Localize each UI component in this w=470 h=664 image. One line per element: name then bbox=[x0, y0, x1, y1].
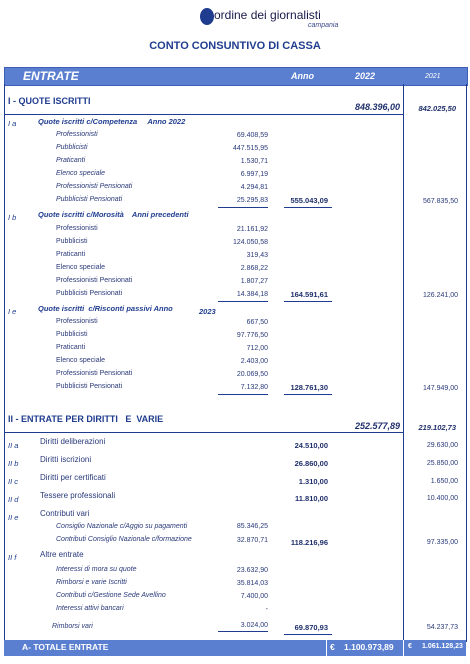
ie-row-value: 20.069,50 bbox=[236, 371, 268, 378]
ie-row-value: 97.776,50 bbox=[236, 332, 268, 339]
logo-icon bbox=[200, 8, 214, 25]
ib-row-label: Praticanti bbox=[56, 251, 86, 258]
logo-subtitle: campania bbox=[308, 22, 339, 29]
ie-underline bbox=[218, 394, 268, 395]
iif-row-label: Rimborsi vari bbox=[52, 623, 93, 630]
code-ie: I e bbox=[8, 307, 17, 316]
iif-row-value: 7.400,00 bbox=[240, 593, 268, 600]
ib-row-value: 319,43 bbox=[246, 252, 268, 259]
code-iib: II b bbox=[8, 459, 19, 468]
ie-row-label: Professionisti Pensionati bbox=[56, 370, 133, 377]
footer-total-2021: 1.061.128,23 bbox=[422, 643, 463, 650]
iif-row-value: 23.632,90 bbox=[236, 567, 268, 574]
code-ib: I b bbox=[8, 213, 17, 222]
section-2-total: 252.577,89 bbox=[354, 421, 400, 431]
iid-2021: 10.400,00 bbox=[426, 495, 458, 502]
ib-row-value: 1.807,27 bbox=[240, 278, 268, 285]
ie-subtotal-underline bbox=[284, 394, 332, 395]
section-2-title: II - ENTRATE PER DIRITTI E VARIE bbox=[8, 414, 164, 424]
page-title: CONTO CONSUNTIVO DI CASSA bbox=[149, 40, 321, 52]
code-iia: II a bbox=[8, 441, 19, 450]
iia-value: 24.510,00 bbox=[294, 441, 328, 450]
iif-label: Altre entrate bbox=[40, 550, 84, 559]
ib-row-value: 2.868,22 bbox=[240, 265, 268, 272]
ie-subtotal: 128.761,30 bbox=[290, 383, 328, 392]
section-1-total: 848.396,00 bbox=[354, 102, 400, 112]
section-1-rule bbox=[4, 114, 403, 115]
ia-row-value: 69.408,59 bbox=[236, 132, 268, 139]
ie-2021: 147.949,00 bbox=[422, 385, 458, 392]
iif-row-label: Rimborsi e varie Iscritti bbox=[56, 579, 127, 586]
ie-row-value: 7.132,80 bbox=[240, 384, 268, 391]
ie-year: 2023 bbox=[199, 307, 216, 316]
header-year-2021: 2021 bbox=[425, 73, 441, 80]
ie-row-value: 2.403,00 bbox=[240, 358, 268, 365]
section-1-title: I - QUOTE ISCRITTI bbox=[8, 96, 91, 106]
footer-separator bbox=[326, 640, 327, 656]
section-2-rule bbox=[4, 432, 403, 433]
iie-row-value: 32.870,71 bbox=[236, 537, 268, 544]
section-1-total-2021: 842.025,50 bbox=[418, 104, 456, 113]
ib-subtotal: 164.591,61 bbox=[290, 290, 328, 299]
iie-row-label: Consiglio Nazionale c/Aggio su pagamenti bbox=[56, 523, 188, 530]
iib-value: 26.860,00 bbox=[294, 459, 328, 468]
footer-separator bbox=[403, 640, 404, 656]
ib-row-label: Elenco speciale bbox=[56, 264, 106, 271]
ia-underline bbox=[218, 207, 268, 208]
ia-row-label: Professionisti bbox=[56, 131, 98, 138]
header-anno: Anno bbox=[291, 71, 314, 81]
footer-total-bar bbox=[4, 640, 466, 656]
footer-total: 1.100.973,89 bbox=[344, 642, 394, 652]
ie-row-label: Elenco speciale bbox=[56, 357, 106, 364]
code-iic: II c bbox=[8, 477, 19, 486]
footer-label: A- TOTALE ENTRATE bbox=[22, 642, 109, 652]
iie-row-label: Contributi Consiglio Nazionale c/formazione bbox=[56, 536, 192, 543]
ib-2021: 126.241,00 bbox=[422, 292, 458, 299]
iif-row-label: Interessi attivi bancari bbox=[56, 605, 124, 612]
ie-row-label: Praticanti bbox=[56, 344, 86, 351]
ib-row-value: 14.384,18 bbox=[236, 291, 268, 298]
header-entrate: ENTRATE bbox=[23, 69, 79, 83]
section-2-total-2021: 219.102,73 bbox=[418, 423, 456, 432]
iid-label: Tessere professionali bbox=[40, 491, 116, 500]
iic-value: 1.310,00 bbox=[298, 477, 328, 486]
ie-row-value: 667,50 bbox=[246, 319, 268, 326]
iib-label: Diritti iscrizioni bbox=[40, 455, 92, 464]
left-border bbox=[4, 84, 5, 642]
ib-row-label: Pubblicisti Pensionati bbox=[56, 290, 123, 297]
ia-subtotal: 555.043,09 bbox=[290, 196, 328, 205]
ia-row-value: 447.515,95 bbox=[232, 145, 268, 152]
ib-row-label: Pubblicisti bbox=[56, 238, 88, 245]
iif-subtotal: 69.870,93 bbox=[294, 623, 328, 632]
ib-row-value: 21.161,92 bbox=[236, 226, 268, 233]
ib-underline bbox=[218, 301, 268, 302]
iic-2021: 1.650,00 bbox=[430, 478, 458, 485]
iif-row-label: Contributi c/Gestione Sede Avellino bbox=[56, 592, 166, 599]
header-bar bbox=[4, 67, 468, 86]
ia-row-value: 1.530,71 bbox=[240, 158, 268, 165]
logo-text: ordine dei giornalisti bbox=[214, 8, 321, 22]
iid-value: 11.810,00 bbox=[295, 494, 328, 503]
footer-currency-2021: € bbox=[408, 643, 412, 650]
ia-row-value: 4.294,81 bbox=[240, 184, 268, 191]
header-year-2022: 2022 bbox=[355, 71, 376, 81]
iia-label: Diritti deliberazioni bbox=[40, 437, 106, 446]
ie-row-label: Pubblicisti Pensionati bbox=[56, 383, 123, 390]
ib-row-label: Professionisti Pensionati bbox=[56, 277, 133, 284]
ia-title: Quote iscritti c/Competenza Anno 2022 bbox=[38, 117, 186, 126]
ia-row-label: Pubblicisti Pensionati bbox=[56, 196, 123, 203]
iif-row-value: 3.024,00 bbox=[240, 622, 268, 629]
ib-subtotal-underline bbox=[284, 301, 332, 302]
code-iie: II e bbox=[8, 513, 19, 522]
ia-row-label: Elenco speciale bbox=[56, 170, 106, 177]
iif-subtotal-underline bbox=[284, 634, 332, 635]
ia-row-label: Pubblicisti bbox=[56, 144, 88, 151]
iif-row-label: Interessi di mora su quote bbox=[56, 566, 137, 573]
iie-row-value: 85.346,25 bbox=[236, 523, 268, 530]
ie-row-label: Professionisti bbox=[56, 318, 98, 325]
code-iid: II d bbox=[8, 495, 19, 504]
iie-subtotal: 118.216,96 bbox=[290, 538, 328, 547]
iie-label: Contributi vari bbox=[40, 509, 90, 518]
iic-label: Diritti per certificati bbox=[40, 473, 106, 482]
ib-row-value: 124.050,58 bbox=[232, 239, 268, 246]
ia-subtotal-underline bbox=[284, 207, 332, 208]
iif-2021: 54.237,73 bbox=[426, 624, 458, 631]
ib-row-label: Professionisti bbox=[56, 225, 98, 232]
iie-2021: 97.335,00 bbox=[426, 539, 458, 546]
ia-row-value: 25.295,83 bbox=[236, 197, 268, 204]
iif-row-value: - bbox=[265, 606, 268, 613]
code-iif: II f bbox=[8, 553, 17, 562]
ia-row-label: Professionisti Pensionati bbox=[56, 183, 133, 190]
iia-2021: 29.630,00 bbox=[426, 442, 458, 449]
column-divider bbox=[403, 84, 404, 642]
right-border bbox=[466, 84, 467, 642]
ie-row-label: Pubblicisti bbox=[56, 331, 88, 338]
ie-title: Quote iscritti c/Risconti passivi Anno bbox=[38, 304, 173, 313]
ia-2021: 567.835,50 bbox=[422, 198, 458, 205]
iib-2021: 25.850,00 bbox=[426, 460, 458, 467]
code-ia: I a bbox=[8, 119, 17, 128]
footer-currency: € bbox=[330, 642, 335, 652]
ib-title: Quote iscritti c/Morosità Anni precedenti bbox=[38, 210, 189, 219]
iif-row-value: 35.814,03 bbox=[236, 580, 268, 587]
ia-row-label: Praticanti bbox=[56, 157, 86, 164]
ie-row-value: 712,00 bbox=[246, 345, 268, 352]
ia-row-value: 6.997,19 bbox=[240, 171, 268, 178]
